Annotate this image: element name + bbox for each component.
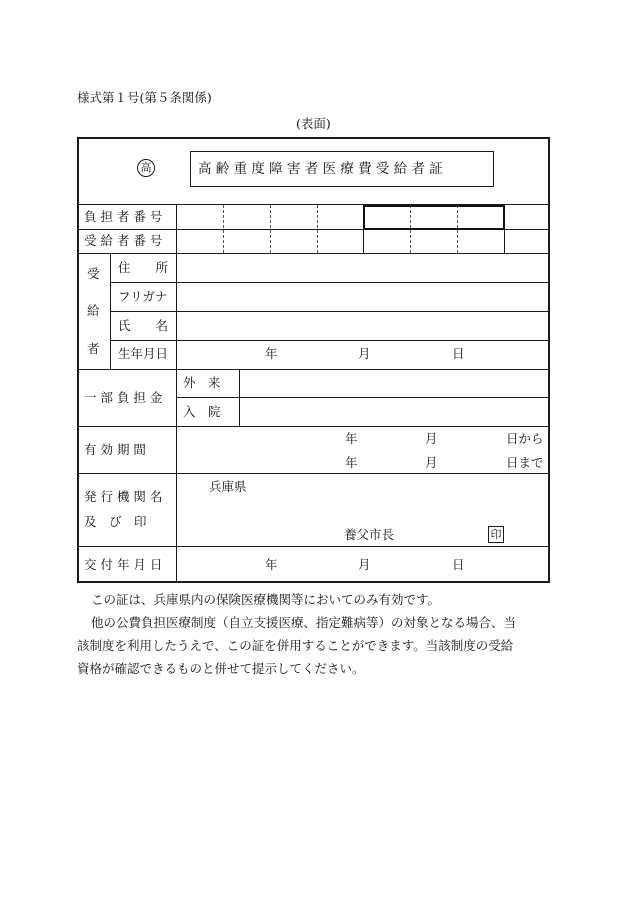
birth-day-unit: 日 xyxy=(452,346,465,361)
column-divider xyxy=(239,369,240,426)
furigana-label: フリガナ xyxy=(118,289,168,304)
validity-to-month: 月 xyxy=(425,455,438,470)
birthdate-label: 生年月日 xyxy=(118,346,169,361)
name-label: 氏 名 xyxy=(118,318,169,333)
recipient-group-char: 者 xyxy=(87,341,100,356)
form-number: 様式第１号(第５条関係) xyxy=(77,90,212,105)
card-title: 高 齢 重 度 障 害 者 医 療 費 受 給 者 証 xyxy=(198,161,443,177)
note-combined-use-end: 資格が確認できるものと併せて提示してください。 xyxy=(77,661,365,676)
issuer-label-line1: 発 行 機 関 名 xyxy=(84,489,163,504)
digit-divider xyxy=(317,205,318,253)
recipient-group-char: 給 xyxy=(87,303,100,318)
row-divider xyxy=(77,426,550,427)
seal-stamp: 印 xyxy=(488,526,504,543)
validity-from-year: 年 xyxy=(345,431,358,446)
issue-year-unit: 年 xyxy=(265,557,278,572)
validity-to-year: 年 xyxy=(345,455,358,470)
digit-divider xyxy=(223,205,224,253)
inpatient-label: 入 院 xyxy=(183,404,221,419)
validity-label: 有 効 期 間 xyxy=(84,442,146,457)
recipient-number-label: 受 給 者 番 号 xyxy=(84,233,163,248)
issue-month-unit: 月 xyxy=(358,557,371,572)
column-divider xyxy=(176,204,177,254)
row-divider xyxy=(77,369,550,370)
issuer-prefecture: 兵庫県 xyxy=(209,479,247,494)
issue-day-unit: 日 xyxy=(452,557,465,572)
validity-to-suffix: 日まで xyxy=(506,455,544,470)
column-divider xyxy=(176,369,177,583)
side-label: (表面) xyxy=(296,116,331,131)
address-label: 住 所 xyxy=(118,260,169,275)
digit-divider xyxy=(270,205,271,253)
partial-burden-label: 一 部 負 担 金 xyxy=(84,390,163,405)
birth-year-unit: 年 xyxy=(265,346,278,361)
column-divider xyxy=(176,253,177,369)
row-divider xyxy=(77,253,550,254)
row-divider xyxy=(77,546,550,547)
row-divider xyxy=(177,397,550,398)
payer-number-label: 負 担 者 番 号 xyxy=(84,209,163,224)
validity-from-suffix: 日から xyxy=(506,431,544,446)
birth-month-unit: 月 xyxy=(358,346,371,361)
issuer-mayor: 養父市長 xyxy=(344,527,395,542)
column-divider xyxy=(110,253,111,369)
note-combined-use-cont: 該制度を利用したうえで、この証を併用することができます。当該制度の受給 xyxy=(77,638,514,653)
recipient-group-char: 受 xyxy=(87,266,100,281)
issue-date-label: 交 付 年 月 日 xyxy=(84,557,163,572)
outpatient-label: 外 来 xyxy=(183,375,221,390)
row-divider xyxy=(77,473,550,474)
note-combined-use: 他の公費負担医療制度（自立支援医療、指定難病等）の対象となる場合、当 xyxy=(91,615,517,630)
note-validity: この証は、兵庫県内の保険医療機関等においてのみ有効です。 xyxy=(91,592,441,607)
elderly-symbol-icon: 高 xyxy=(137,159,155,177)
issuer-label-line2: 及 び 印 xyxy=(84,514,147,529)
validity-from-month: 月 xyxy=(425,431,438,446)
payer-number-highlight xyxy=(363,205,505,230)
